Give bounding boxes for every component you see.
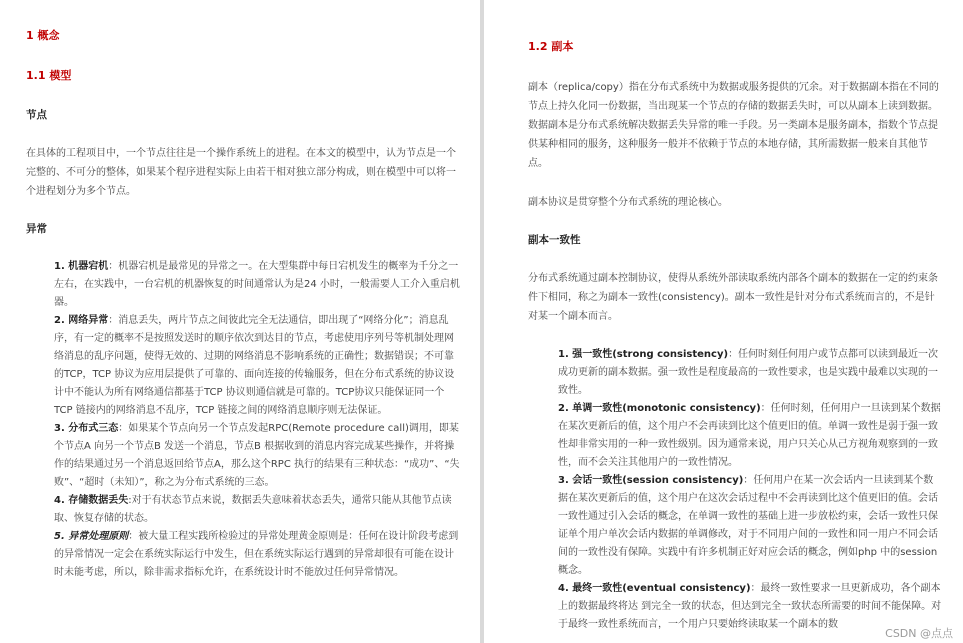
list-item-title: 1. 强一致性(strong consistency) (558, 349, 729, 360)
node-paragraph: 在具体的工程项目中，一个节点往往是一个操作系统上的进程。在本文的模型中，认为节点是一个完整的、不可分的整体，如果某个程序进程实际上由若干相对独立部分构成，则在模型中可以将一个进程划分为多个节点。 (26, 148, 456, 197)
list-item-title: 4. 最终一致性(eventual consistency) (558, 583, 751, 594)
replica-paragraph: 副本（replica/copy）指在分布式系统中为数据或服务提供的冗余。对于数据副本指在不同的节点上持久化同一份数据，当出现某一个节点的存储的数据丢失时，可以从副本上读到数据。数据副本是分布式系统解决数据丢失异常的唯一手段。另一类副本是服务副本，指数个节点提供某种相同的服务，这种服务一般并不依赖于节点的本地存储，其所需数据一般来自其他节点。 (528, 82, 939, 169)
list-item-text: ：任何用户在某一次会话内一旦读到某个数据在某次更新后的值，这个用户在这次会话过程中不会再读到比这个值更旧的值。会话一致性通过引入会话的概念，在单调一致性的基础上进一步放松约束，会话一致性只保证单个用户单次会话内数据的单调修改，对于不同用户间的一致性和同一用户不同会话间的一致性没有保障。实践中有许多机制正好对应会话的概念，例如php 中的session 概念。 (558, 475, 938, 576)
list-item-text: ：任何时刻任何用户或节点都可以读到最近一次成功更新的副本数据。强一致性是程度最高的一致性要求，也是实践中最难以实现的一致性。 (558, 349, 939, 396)
consistency-list (528, 346, 943, 634)
list-item (54, 528, 460, 582)
list-item (54, 492, 460, 528)
list-item-title: 1. 机器宕机 (54, 261, 109, 272)
watermark: CSDN @点点 (885, 627, 953, 640)
list-item-title: 2. 单调一致性(monotonic consistency) (558, 403, 761, 414)
list-item (558, 346, 943, 400)
list-item (54, 420, 460, 492)
exception-list (26, 258, 460, 582)
left-page (0, 0, 480, 643)
consistency-paragraph: 分布式系统通过副本控制协议，使得从系统外部读取系统内部各个副本的数据在一定的约束条件下相同，称之为副本一致性(consistency)。副本一致性是针对分布式系统而言的，不是针对某一个副本而言。 (528, 273, 938, 322)
list-item-title: 3. 分布式三态 (54, 423, 119, 434)
right-page (484, 0, 963, 643)
section-title-replica: 1.2 副本 (528, 40, 574, 53)
list-item (558, 472, 943, 580)
list-item-text: ：最终一致性要求一旦更新成功，各个副本上的数据最终将达 到完全一致的状态，但达到完全一致状态所需要的时间不能保障。对于最终一致性系统而言，一个用户只要始终读取某一个副本的数 (558, 583, 942, 630)
list-item-text: ：被大量工程实践所检验过的异常处理黄金原则是：任何在设计阶段考虑到的异常情况一定会在系统实际运行中发生，但在系统实际运行遇到的异常却很有可能在设计时未能考虑，所以，除非需求指标允许，在系统设计时不能放过任何异常情况。 (54, 531, 459, 578)
list-item (54, 258, 460, 312)
list-item-text: ：如果某个节点向另一个节点发起RPC(Remote procedure call)调用，即某个节点A 向另一个节点B 发送一个消息，节点B 根据收到的消息内容完成某些操作，并将操作的结果通过另一个消息返回给节点A，那么这个RPC 执行的结果有三种状态：“成功”、“失败”、“超时（未知）”，称之为分布式系统的三态。 (54, 423, 460, 488)
replica-protocol-paragraph: 副本协议是贯穿整个分布式系统的理论核心。 (528, 197, 728, 208)
exception-heading: 异常 (26, 223, 47, 235)
list-item (54, 312, 460, 420)
list-item-text: ：消息丢失，两片节点之间彼此完全无法通信，即出现了“网络分化”；消息乱序，有一定的概率不是按照发送时的顺序依次到达目的节点，考虑使用序列号等机制处理网络消息的乱序问题，使得无效的、过期的网络消息不影响系统的正确性；数据错误；不可靠的TCP，TCP 协议为应用层提供了可靠的、面向连接的传输服务，但在分布式系统的协议设计中不能认为所有网络通信都基于TCP 协议则通信就是可靠的。TCP协议只能保证同一个TCP 链接内的网络消息不乱序，TCP 链接之间的网络消息顺序则无法保证。 (54, 315, 455, 416)
list-item-title: 5. 异常处理原则 (54, 531, 129, 542)
list-item-text: :对于有状态节点来说，数据丢失意味着状态丢失，通常只能从其他节点读取、恢复存储的状态。 (54, 495, 452, 524)
list-item-text: ：机器宕机是最常见的异常之一。在大型集群中每日宕机发生的概率为千分之一左右，在实践中，一台宕机的机器恢复的时间通常认为是24 小时，一般需要人工介入重启机器。 (54, 261, 460, 308)
node-heading: 节点 (26, 109, 47, 121)
list-item-title: 2. 网络异常 (54, 315, 109, 326)
list-item-title: 4. 存储数据丢失 (54, 495, 129, 506)
list-item (558, 400, 943, 472)
list-item-title: 3. 会话一致性(session consistency) (558, 475, 744, 486)
consistency-heading: 副本一致性 (528, 234, 581, 246)
section-title-model: 1.1 模型 (26, 69, 72, 82)
chapter-title: 1 概念 (26, 29, 60, 42)
list-item-text: ：任何时刻，任何用户一旦读到某个数据在某次更新后的值，这个用户不会再读到比这个值更旧的值。单调一致性是弱于强一致性却非常实用的一种一致性级别。因为通常来说，用户只关心从己方视角观察到的一致性，而不会关注其他用户的一致性情况。 (558, 403, 941, 468)
